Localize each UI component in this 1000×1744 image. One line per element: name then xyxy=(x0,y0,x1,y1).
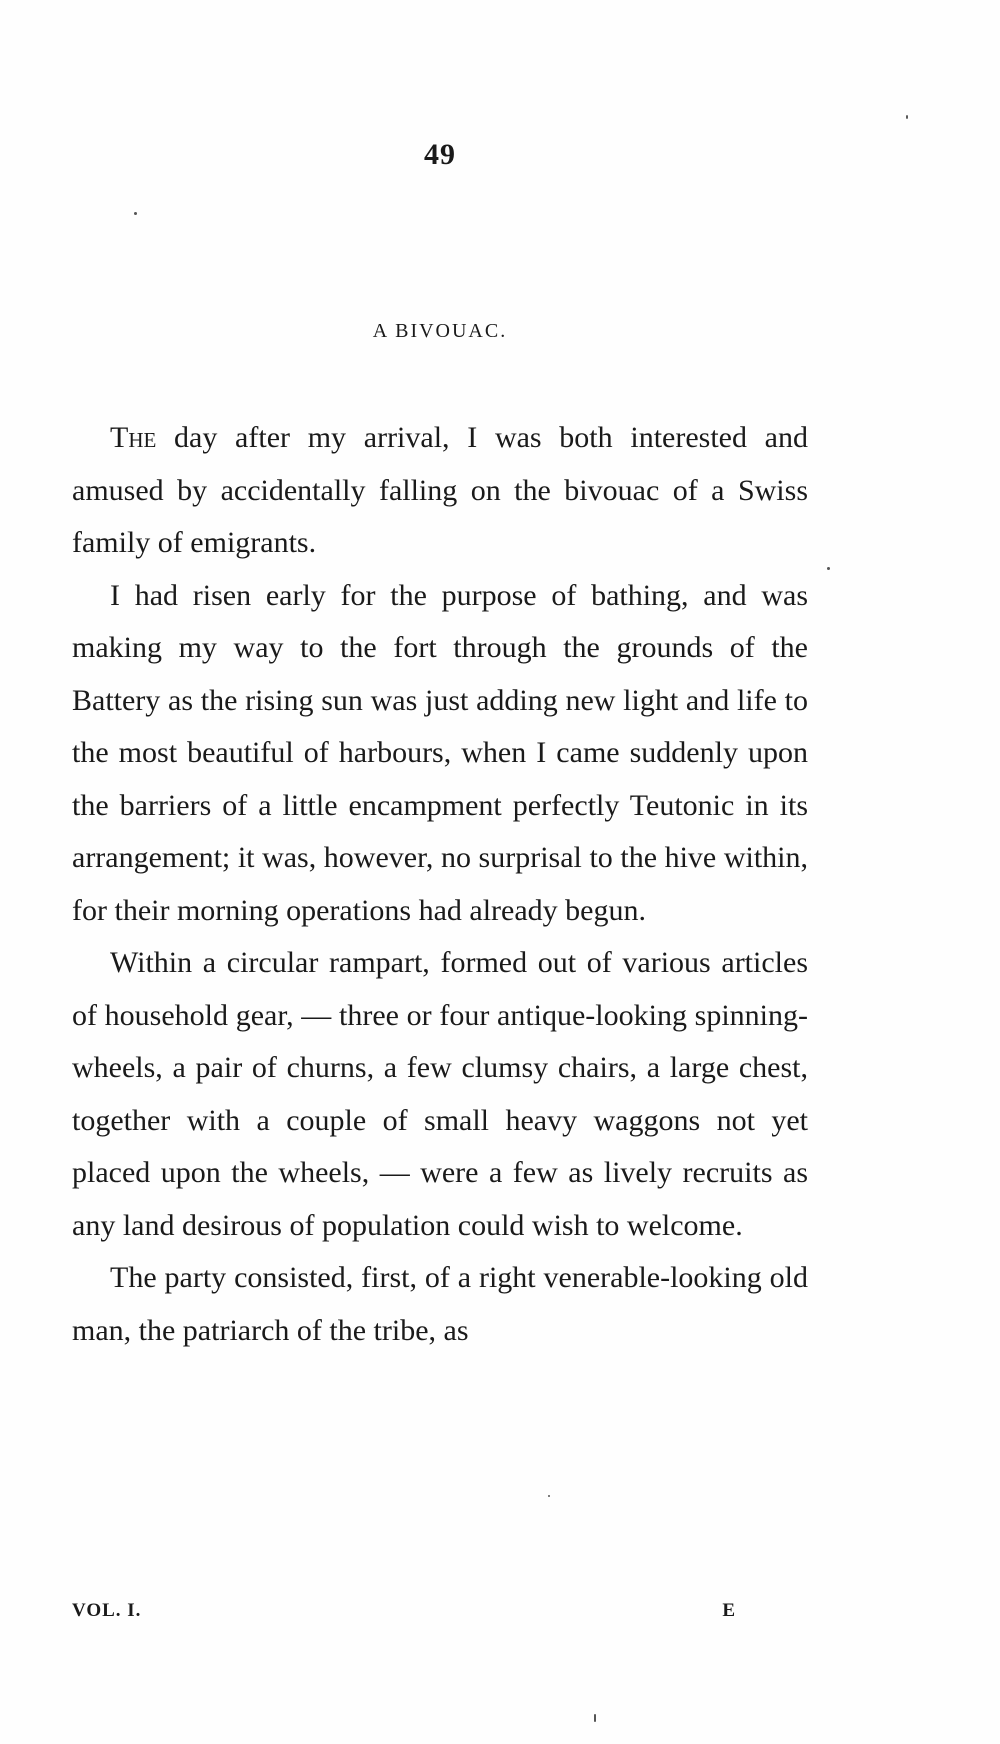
paper-speck xyxy=(134,212,137,215)
paper-speck xyxy=(827,567,830,570)
signature-mark: E xyxy=(722,1600,736,1621)
paper-speck xyxy=(548,1495,550,1497)
body-text xyxy=(72,412,808,1357)
page-footer xyxy=(72,1600,736,1622)
paragraph-1-text: day after my arrival, I was both interested and amused by accidentally falling on the bivouac of a Swiss family of emigrants. xyxy=(72,421,808,559)
paragraph-4: The party consisted, first, of a right venerable-looking old man, the patriarch of the tribe, as xyxy=(72,1261,808,1347)
lead-word: The xyxy=(110,421,157,454)
chapter-title: A BIVOUAC. xyxy=(372,320,508,342)
paragraph-2: I had risen early for the purpose of bathing, and was making my way to the fort through the grounds of the Battery as the rising sun was just adding new light and life to the most beautiful of harbours, when I came suddenly upon the barriers of a little encampment perfectly Teutonic in its arrangement; it was, however, no surprisal to the hive within, for their morning operations had already begun. xyxy=(72,578,808,927)
paragraph-3: Within a circular rampart, formed out of various articles of household gear, — three or four antique-looking spinning-wheels, a pair of churns, a few clumsy chairs, a large chest, together with a couple of small heavy waggons not yet placed upon the wheels, — were a few as lively recruits as any land desirous of population could wish to welcome. xyxy=(72,946,808,1242)
paper-speck xyxy=(906,115,908,119)
paper-speck xyxy=(594,1714,596,1722)
page-number: 49 xyxy=(424,138,456,171)
volume-marker: VOL. I. xyxy=(72,1600,142,1621)
paragraph-1 xyxy=(72,412,808,570)
